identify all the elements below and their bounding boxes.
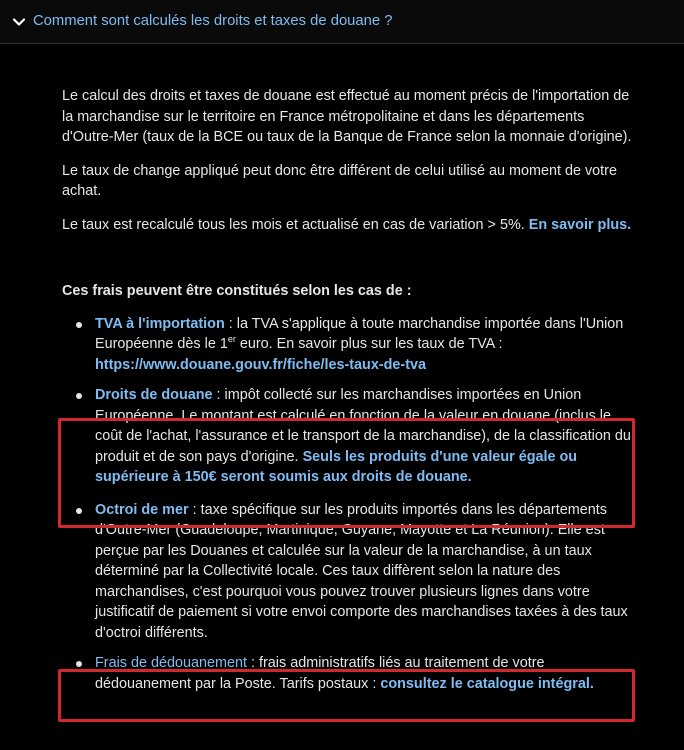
tva-text-2: euro. En savoir plus sur les taux de TVA : (235, 336, 503, 352)
tva-link[interactable]: TVA à l'importation (95, 315, 225, 332)
catalogue-link[interactable]: consultez le catalogue intégral. (380, 675, 594, 692)
octroi-text: : taxe spécifique sur les produits importés dans les départements d'Outre-Mer (Guadeloupe, Martinique, Guyane, Mayotte et La Réunion). Elle est perçue par les Douanes et calculée sur la valeur de la marchandise, à un taux déterminé par la Collectivité locale. Ces taux diffèrent selon la nature des marchandises, c'est pourquoi vous pouvez trouver plusieurs lignes dans votre justificatif de paiement si votre envoi comporte des marchandises taxées à des taux d'octroi différents. (95, 501, 628, 641)
accordion-title[interactable]: Comment sont calculés les droits et taxes de douane ? (33, 13, 393, 30)
tva-text: : la TVA s'applique à toute marchandise importée dans l'Union Européenne dès le 1 (95, 315, 624, 352)
droits-text: : impôt collecté sur les marchandises importées en Union Européenne. Le montant est calculé en fonction de la valeur en douane (inclus le coût de l'achat, l'assurance et le transport de la marchandise), de la classification du produit et de son pays d'origine. (95, 387, 631, 465)
accordion-header[interactable] (0, 0, 684, 44)
frais-link[interactable]: Frais de dédouanement (95, 655, 248, 671)
highlight-box-frais (58, 669, 635, 722)
section-title: Ces frais peuvent être constitués selon les cas de : (62, 283, 412, 299)
bullet-icon (76, 322, 82, 328)
intro-paragraph-1: Le calcul des droits et taxes de douane est effectué au moment précis de l'importation de la marchandise sur le territoire en France métropolitaine et dans les départements d'Outre-Mer (taux de la BCE ou taux de la Banque de France selon la monnaie d'origine). (62, 88, 632, 145)
list-item-tva (62, 314, 632, 376)
bullet-icon (76, 393, 82, 399)
droits-threshold-link[interactable]: Seuls les produits d'une valeur égale ou supérieure à 150€ seront soumis aux droits de douane. (95, 448, 578, 485)
frais-text: : frais administratifs liés au traitement de votre dédouanement par la Poste. Tarifs postaux : (95, 655, 545, 692)
tva-superscript: er (227, 334, 236, 345)
droits-link[interactable]: Droits de douane (95, 387, 213, 403)
chevron-down-icon[interactable] (12, 15, 26, 29)
highlight-box-droits (58, 418, 635, 528)
learn-more-link[interactable]: En savoir plus. (528, 216, 632, 233)
bullet-icon (76, 661, 82, 667)
intro-paragraph-3 (62, 215, 632, 236)
octroi-link[interactable]: Octroi de mer (95, 501, 189, 518)
tva-rates-link[interactable]: https://www.douane.gouv.fr/fiche/les-taux-de-tva (95, 356, 427, 373)
accordion-content (62, 86, 632, 694)
intro-paragraph-2: Le taux de change appliqué peut donc être différent de celui utilisé au moment de votre achat. (62, 162, 617, 199)
intro-paragraph-3-text: Le taux est recalculé tous les mois et actualisé en cas de variation > 5%. (62, 216, 529, 233)
